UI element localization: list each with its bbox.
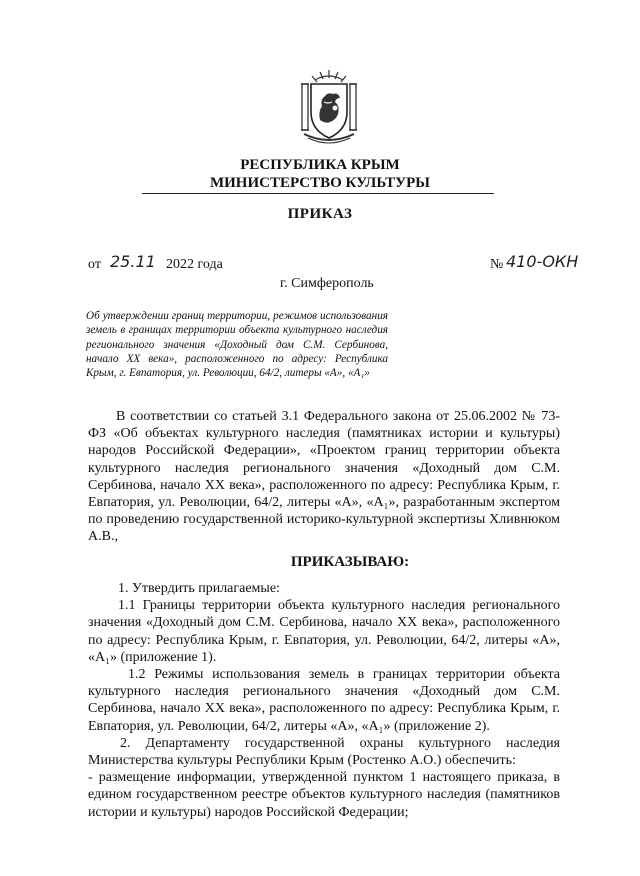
- document-title: ПРИКАЗ: [287, 206, 353, 222]
- header-divider: [142, 193, 494, 194]
- order-number-handwritten: 410-ОКН: [506, 252, 579, 271]
- date-year: 2022 года: [166, 257, 223, 272]
- item-1-2: 1.2 Режимы использования земель в границах территории объекта культурного наследия регионального значения «Доходный дом С.М. Сербинова, начало XX века», расположенного по адресу: Республика Крым, г. Евпатория, ул. Революции, 64/2, литеры «А», «А₁» (приложение 2).: [88, 667, 560, 734]
- order-subject: Об утверждении границ территории, режимов использования земель в границах территории объекта культурного наследия регионального значения «Доходный дом С.М. Сербинова, начало XX века», расположенного по адресу: Республика Крым, г. Евпатория, ул. Революции, 64/2, литеры «А», «А₁»: [86, 310, 388, 380]
- item-2: 2. Департаменту государственной охраны культурного наследия Министерства культуры Республики Крым (Ростенко А.О.) обеспечить:: [88, 735, 560, 769]
- command-heading: ПРИКАЗЫВАЮ:: [290, 554, 410, 570]
- date-handwritten: 25.11: [110, 252, 156, 271]
- coat-of-arms-emblem: [298, 68, 360, 146]
- preamble-text: В соответствии со статьей 3.1 Федерального закона от 25.06.2002 № 73-ФЗ «Об объектах культурного наследия (памятниках истории и культуры) народов Российской Федерации», «Проектом границ территории объекта культурного наследия регионального значения «Доходный дом С.М. Сербинова, начало XX века», расположенного по адресу: Республика Крым, г. Евпатория, ул. Революции, 64/2, литеры «А», «А₁», разработанным экспертом по проведению государственной историко-культурной экспертизы Хливнюком А.В.,: [88, 409, 560, 545]
- city: г. Симферополь: [280, 276, 374, 291]
- header-ministry: МИНИСТЕРСТВО КУЛЬТУРЫ: [209, 175, 431, 191]
- date-prefix: от: [88, 257, 101, 272]
- number-prefix: №: [490, 257, 504, 272]
- item-2-bullet: - размещение информации, утвержденной пунктом 1 настоящего приказа, в едином государственном реестре объектов культурного наследия (памятников истории и культуры) народов Российской Федерации;: [88, 770, 560, 820]
- item-1: 1. Утвердить прилагаемые:: [118, 581, 280, 596]
- order-items: [88, 580, 560, 821]
- header-republic: РЕСПУБЛИКА КРЫМ: [240, 157, 400, 173]
- item-1-1: 1.1 Границы территории объекта культурного наследия регионального значения «Доходный дом С.М. Сербинова, начало XX века», расположенного по адресу: Республика Крым, г. Евпатория, ул. Революции, 64/2, литеры «А», «А₁» (приложение 1).: [88, 598, 560, 665]
- preamble-block: [88, 408, 560, 546]
